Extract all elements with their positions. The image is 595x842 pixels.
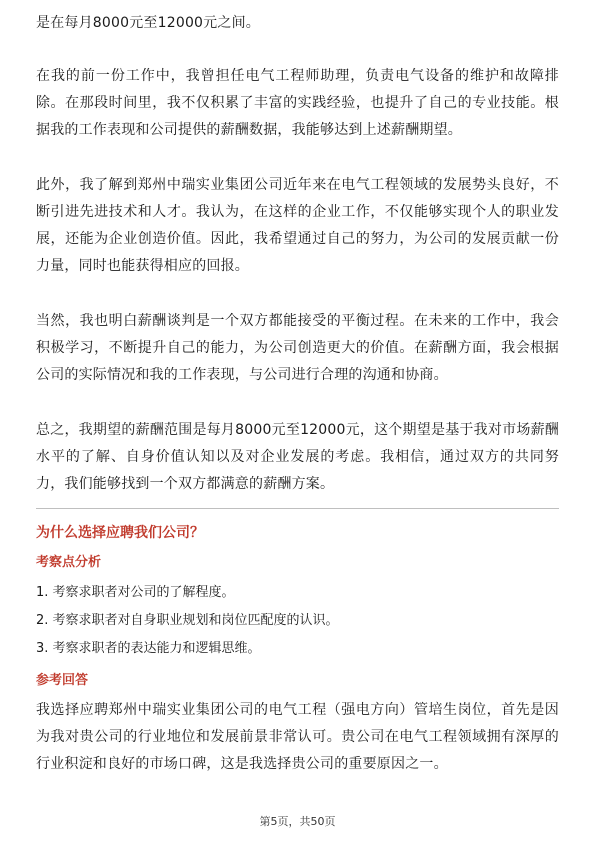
- analysis-points-list: [36, 579, 559, 663]
- paragraph-salary-range-end: 是在每月8000元至12000元之间。: [36, 15, 260, 31]
- analysis-point: 2. 考察求职者对自身职业规划和岗位匹配度的认识。: [36, 613, 339, 628]
- paragraph-previous-job: 在我的前一份工作中，我曾担任电气工程师助理，负责电气设备的维护和故障排除。在那段时间里，我不仅积累了丰富的实践经验，也提升了自己的专业技能。根据我的工作表现和公司提供的薪酬数据，我能够达到上述薪酬期望。: [36, 68, 559, 138]
- question-title: 为什么选择应聘我们公司？: [36, 525, 204, 541]
- page-number-footer: 第5页，共50页: [259, 815, 336, 828]
- answer-label: 参考回答: [36, 673, 89, 688]
- paragraph-summary: 总之，我期望的薪酬范围是每月8000元至12000元，这个期望是基于我对市场薪酬水平的了解、自身价值认知以及对企业发展的考虑。我相信，通过双方的共同努力，我们能够找到一个双方都满意的薪酬方案。: [36, 422, 559, 492]
- analysis-label: 考察点分析: [36, 555, 102, 570]
- paragraph-salary-negotiation: 当然，我也明白薪酬谈判是一个双方都能接受的平衡过程。在未来的工作中，我会积极学习，不断提升自己的能力，为公司创造更大的价值。在薪酬方面，我会根据公司的实际情况和我的工作表现，与公司进行合理的沟通和协商。: [36, 313, 559, 383]
- section-divider: [36, 508, 559, 509]
- analysis-point: 3. 考察求职者的表达能力和逻辑思维。: [36, 641, 261, 656]
- paragraph-company-development: 此外，我了解到郑州中瑞实业集团公司近年来在电气工程领域的发展势头良好，不断引进先进技术和人才。我认为，在这样的企业工作，不仅能够实现个人的职业发展，还能为企业创造价值。因此，我希望通过自己的努力，为公司的发展贡献一份力量，同时也能获得相应的回报。: [36, 177, 559, 274]
- analysis-point: 1. 考察求职者对公司的了解程度。: [36, 585, 235, 600]
- reference-answer: 我选择应聘郑州中瑞实业集团公司的电气工程（强电方向）管培生岗位，首先是因为我对贵公司的行业地位和发展前景非常认可。贵公司在电气工程领域拥有深厚的行业积淀和良好的市场口碑，这是我选择贵公司的重要原因之一。: [36, 702, 559, 772]
